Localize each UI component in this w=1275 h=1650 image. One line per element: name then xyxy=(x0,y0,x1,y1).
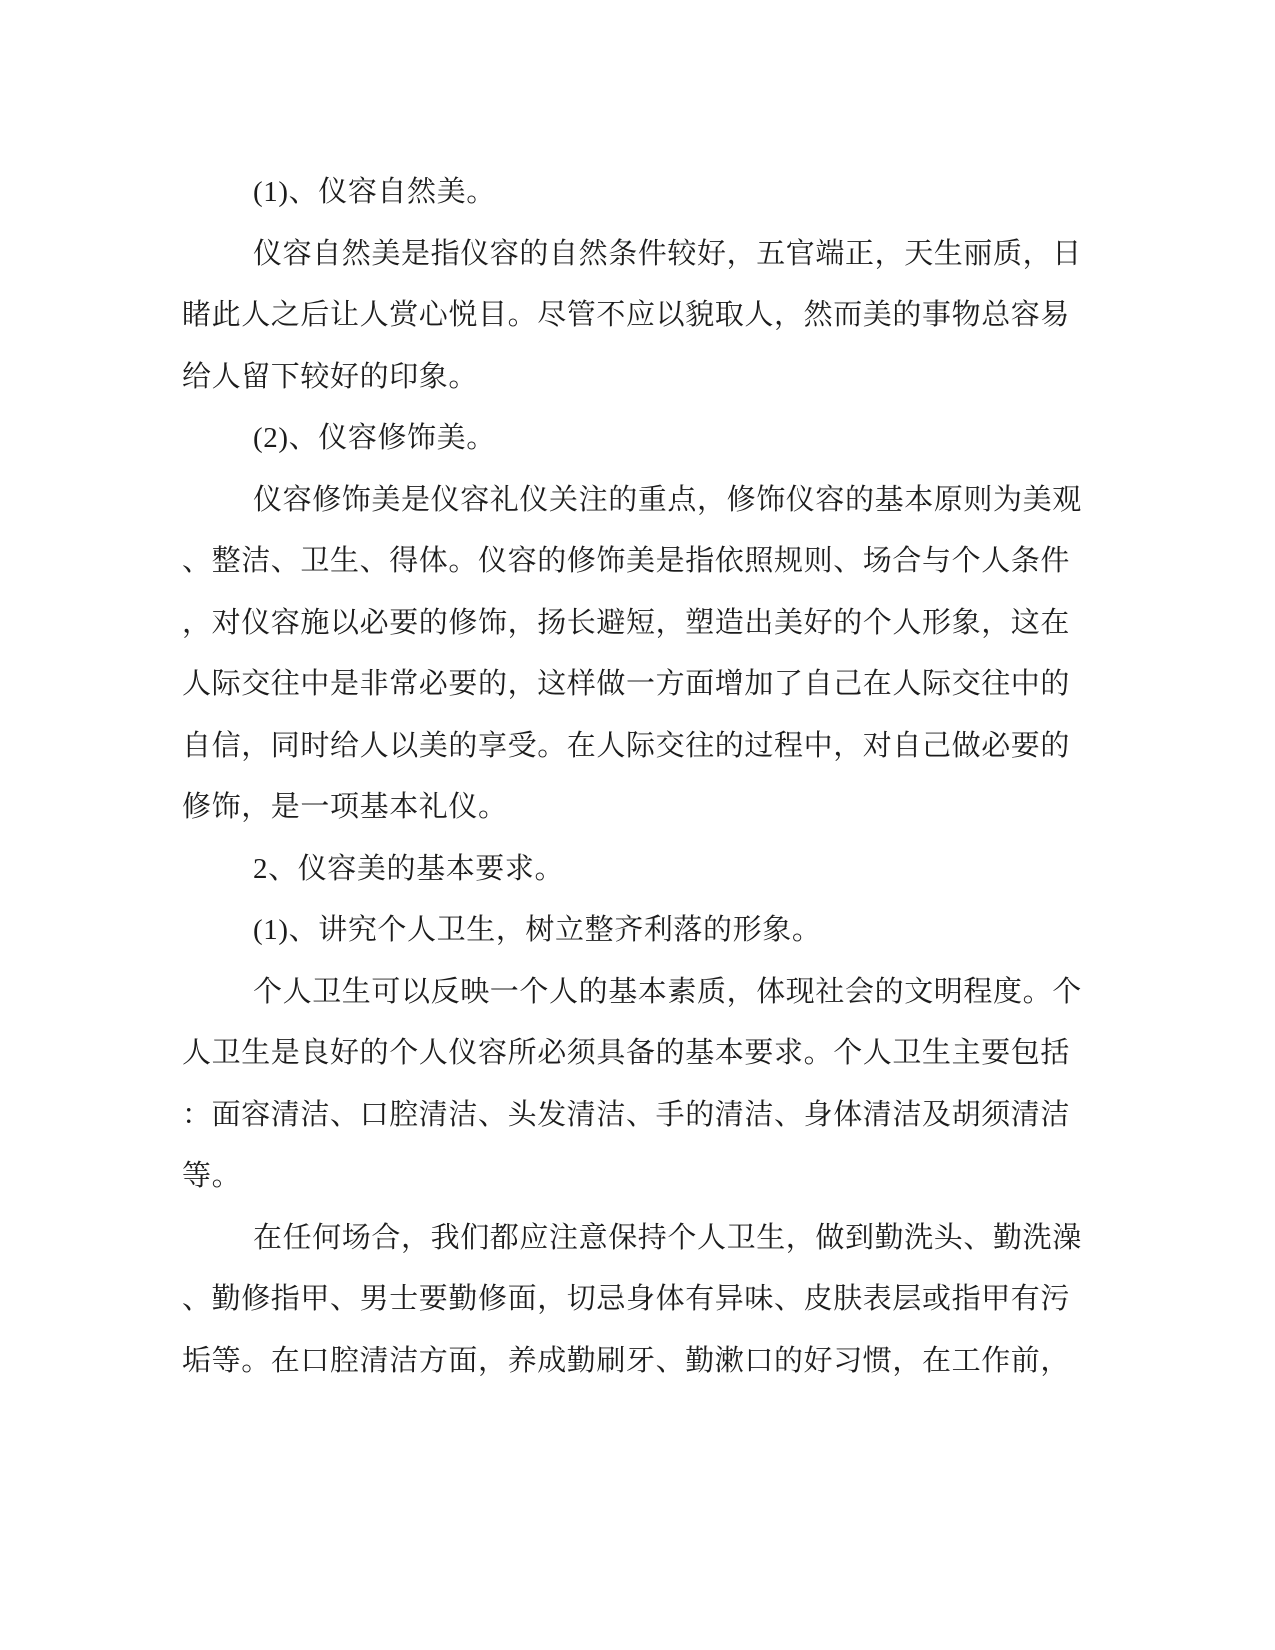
text-line: 在任何场合，我们都应注意保持个人卫生，做到勤洗头、勤洗澡 xyxy=(253,1221,1082,1254)
text-line: (1)、讲究个人卫生，树立整齐利落的形象。 xyxy=(253,914,822,946)
text-line: 人际交往中是非常必要的，这样做一方面增加了自己在人际交往中的 xyxy=(182,668,1071,700)
text-line: 等。 xyxy=(182,1160,242,1192)
text-line: 仪容修饰美是仪容礼仪关注的重点，修饰仪容的基本原则为美观 xyxy=(253,483,1082,516)
text-line: 睹此人之后让人赏心悦目。尽管不应以貌取人，然而美的事物总容易 xyxy=(182,299,1071,331)
text-line: ：面容清洁、口腔清洁、头发清洁、手的清洁、身体清洁及胡须清洁 xyxy=(182,1098,1071,1131)
text-line: 仪容自然美是指仪容的自然条件较好，五官端正，天生丽质，日 xyxy=(253,237,1082,270)
text-line: 自信，同时给人以美的享受。在人际交往的过程中，对自己做必要的 xyxy=(182,729,1071,762)
text-line: (2)、仪容修饰美。 xyxy=(253,422,496,454)
text-line: ，对仪容施以必要的修饰，扬长避短，塑造出美好的个人形象，这在 xyxy=(182,606,1071,639)
text-line: 个人卫生可以反映一个人的基本素质，体现社会的文明程度。个 xyxy=(253,975,1082,1008)
text-line: 垢等。在口腔清洁方面，养成勤刷牙、勤漱口的好习惯，在工作前， xyxy=(182,1344,1071,1377)
text-line: 、整洁、卫生、得体。仪容的修饰美是指依照规则、场合与个人条件 xyxy=(182,545,1071,577)
text-line: 、勤修指甲、男士要勤修面，切忌身体有异味、皮肤表层或指甲有污 xyxy=(182,1283,1071,1315)
text-line: (1)、仪容自然美。 xyxy=(253,176,496,208)
text-line: 给人留下较好的印象。 xyxy=(182,360,479,393)
text-line: 人卫生是良好的个人仪容所必须具备的基本要求。个人卫生主要包括 xyxy=(182,1037,1071,1069)
document-body xyxy=(182,162,1092,1392)
text-line: 修饰，是一项基本礼仪。 xyxy=(182,791,508,823)
text-line: 2、仪容美的基本要求。 xyxy=(253,852,565,885)
